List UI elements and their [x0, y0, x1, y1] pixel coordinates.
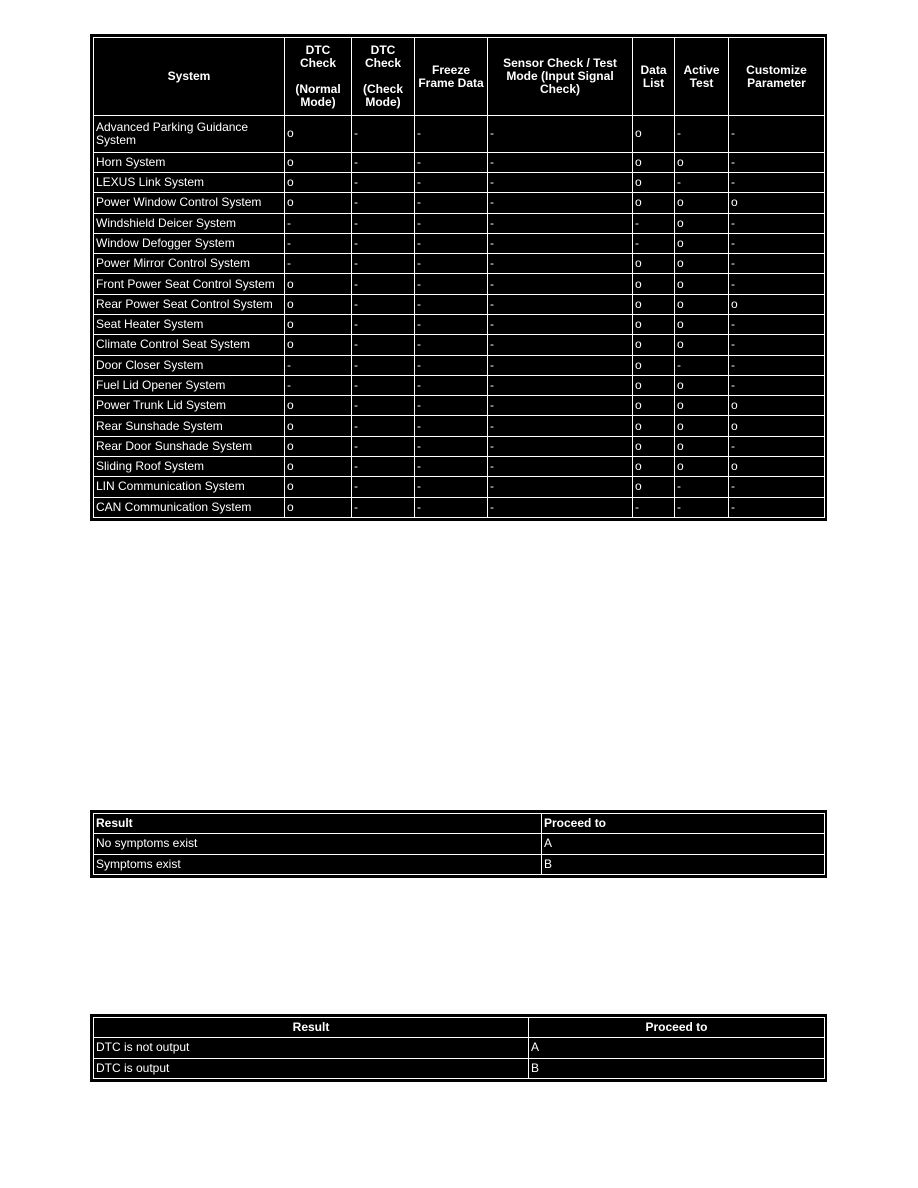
data-list-cell: o: [633, 152, 675, 172]
sensor-check-cell: -: [488, 375, 633, 395]
dtc-check-cell: -: [352, 193, 415, 213]
dtc-normal-cell: o: [285, 497, 352, 517]
header-system: System: [94, 38, 285, 116]
customize-cell: -: [729, 315, 825, 335]
active-test-cell: -: [675, 116, 729, 153]
dtc-normal-cell: o: [285, 173, 352, 193]
customize-cell: -: [729, 497, 825, 517]
active-test-cell: o: [675, 152, 729, 172]
table-row: [94, 213, 825, 233]
system-name-cell: LIN Communication System: [94, 477, 285, 497]
system-function-grid: [93, 37, 825, 518]
data-list-cell: o: [633, 274, 675, 294]
dtc-normal-cell: -: [285, 355, 352, 375]
data-list-cell: -: [633, 497, 675, 517]
dtc-result-table: [90, 1014, 827, 1082]
proceed-cell: B: [542, 854, 825, 874]
active-test-cell: o: [675, 416, 729, 436]
symptom-header-result: Result: [94, 814, 542, 834]
sensor-check-cell: -: [488, 497, 633, 517]
data-list-cell: o: [633, 477, 675, 497]
freeze-frame-cell: -: [415, 456, 488, 476]
active-test-cell: o: [675, 274, 729, 294]
symptom-header-proceed: Proceed to: [542, 814, 825, 834]
dtc-check-cell: -: [352, 294, 415, 314]
dtc-check-cell: -: [352, 274, 415, 294]
dtc-normal-cell: -: [285, 254, 352, 274]
table-row: [94, 335, 825, 355]
freeze-frame-cell: -: [415, 274, 488, 294]
system-name-cell: Fuel Lid Opener System: [94, 375, 285, 395]
dtc-normal-cell: o: [285, 294, 352, 314]
active-test-cell: o: [675, 436, 729, 456]
sensor-check-cell: -: [488, 193, 633, 213]
sensor-check-cell: -: [488, 116, 633, 153]
active-test-cell: o: [675, 254, 729, 274]
table-row: [94, 1038, 825, 1058]
sensor-check-cell: -: [488, 416, 633, 436]
customize-cell: -: [729, 335, 825, 355]
system-name-cell: Horn System: [94, 152, 285, 172]
active-test-cell: -: [675, 173, 729, 193]
table-row: [94, 274, 825, 294]
active-test-cell: o: [675, 294, 729, 314]
dtc-check-cell: -: [352, 436, 415, 456]
dtc-normal-cell: -: [285, 213, 352, 233]
data-list-cell: o: [633, 335, 675, 355]
header-data-list: Data List: [633, 38, 675, 116]
table-row: [94, 152, 825, 172]
freeze-frame-cell: -: [415, 213, 488, 233]
active-test-cell: o: [675, 213, 729, 233]
header-row: [94, 38, 825, 116]
table-row: [94, 854, 825, 874]
active-test-cell: o: [675, 315, 729, 335]
result-cell: DTC is not output: [94, 1038, 529, 1058]
header-dtc-check: DTC Check (Check Mode): [352, 38, 415, 116]
table-row: [94, 834, 825, 854]
data-list-cell: o: [633, 294, 675, 314]
freeze-frame-cell: -: [415, 294, 488, 314]
table-row: [94, 294, 825, 314]
data-list-cell: o: [633, 116, 675, 153]
system-name-cell: Sliding Roof System: [94, 456, 285, 476]
result-cell: DTC is output: [94, 1058, 529, 1078]
header-freeze-frame: Freeze Frame Data: [415, 38, 488, 116]
symptom-header-row: [94, 814, 825, 834]
sensor-check-cell: -: [488, 152, 633, 172]
table-row: [94, 375, 825, 395]
table-row: [94, 416, 825, 436]
customize-cell: -: [729, 152, 825, 172]
freeze-frame-cell: -: [415, 416, 488, 436]
table-row: [94, 497, 825, 517]
customize-cell: -: [729, 254, 825, 274]
table-row: [94, 1058, 825, 1078]
active-test-cell: o: [675, 375, 729, 395]
freeze-frame-cell: -: [415, 355, 488, 375]
symptom-result-grid: [93, 813, 825, 875]
table-row: [94, 456, 825, 476]
data-list-cell: o: [633, 193, 675, 213]
data-list-cell: o: [633, 416, 675, 436]
table-row: [94, 477, 825, 497]
result-cell: No symptoms exist: [94, 834, 542, 854]
dtc-normal-cell: o: [285, 315, 352, 335]
customize-cell: o: [729, 294, 825, 314]
system-name-cell: LEXUS Link System: [94, 173, 285, 193]
data-list-cell: o: [633, 355, 675, 375]
dtc-normal-cell: o: [285, 116, 352, 153]
sensor-check-cell: -: [488, 315, 633, 335]
customize-cell: -: [729, 477, 825, 497]
customize-cell: o: [729, 456, 825, 476]
freeze-frame-cell: -: [415, 254, 488, 274]
freeze-frame-cell: -: [415, 375, 488, 395]
system-name-cell: Seat Heater System: [94, 315, 285, 335]
dtc-check-cell: -: [352, 375, 415, 395]
customize-cell: -: [729, 274, 825, 294]
active-test-cell: -: [675, 497, 729, 517]
customize-cell: o: [729, 396, 825, 416]
sensor-check-cell: -: [488, 355, 633, 375]
freeze-frame-cell: -: [415, 315, 488, 335]
dtc-normal-cell: -: [285, 375, 352, 395]
dtc-check-cell: -: [352, 477, 415, 497]
dtc-check-cell: -: [352, 456, 415, 476]
customize-cell: o: [729, 193, 825, 213]
sensor-check-cell: -: [488, 213, 633, 233]
sensor-check-cell: -: [488, 335, 633, 355]
header-active-test: Active Test: [675, 38, 729, 116]
table-row: [94, 254, 825, 274]
data-list-cell: o: [633, 315, 675, 335]
dtc-normal-cell: o: [285, 193, 352, 213]
symptom-result-table: [90, 810, 827, 878]
dtc-result-grid: [93, 1017, 825, 1079]
freeze-frame-cell: -: [415, 233, 488, 253]
data-list-cell: o: [633, 396, 675, 416]
dtc-check-cell: -: [352, 315, 415, 335]
freeze-frame-cell: -: [415, 116, 488, 153]
customize-cell: -: [729, 375, 825, 395]
active-test-cell: o: [675, 233, 729, 253]
sensor-check-cell: -: [488, 477, 633, 497]
sensor-check-cell: -: [488, 254, 633, 274]
system-name-cell: Front Power Seat Control System: [94, 274, 285, 294]
table-row: [94, 233, 825, 253]
system-name-cell: Power Mirror Control System: [94, 254, 285, 274]
sensor-check-cell: -: [488, 456, 633, 476]
dtc-normal-cell: o: [285, 152, 352, 172]
table-row: [94, 193, 825, 213]
system-name-cell: Rear Door Sunshade System: [94, 436, 285, 456]
data-list-cell: o: [633, 375, 675, 395]
result-cell: Symptoms exist: [94, 854, 542, 874]
header-dtc-normal: DTC Check (Normal Mode): [285, 38, 352, 116]
sensor-check-cell: -: [488, 233, 633, 253]
data-list-cell: o: [633, 173, 675, 193]
sensor-check-cell: -: [488, 396, 633, 416]
proceed-cell: A: [529, 1038, 825, 1058]
table-row: [94, 315, 825, 335]
dtc-normal-cell: o: [285, 396, 352, 416]
system-function-table: [90, 34, 827, 521]
customize-cell: -: [729, 436, 825, 456]
freeze-frame-cell: -: [415, 173, 488, 193]
system-name-cell: Window Defogger System: [94, 233, 285, 253]
dtc-normal-cell: o: [285, 477, 352, 497]
header-customize: Customize Parameter: [729, 38, 825, 116]
active-test-cell: o: [675, 193, 729, 213]
data-list-cell: -: [633, 233, 675, 253]
freeze-frame-cell: -: [415, 193, 488, 213]
table-row: [94, 116, 825, 153]
dtc-check-cell: -: [352, 173, 415, 193]
dtc-check-cell: -: [352, 254, 415, 274]
system-name-cell: Door Closer System: [94, 355, 285, 375]
customize-cell: -: [729, 173, 825, 193]
dtc-check-cell: -: [352, 335, 415, 355]
dtc-header-result: Result: [94, 1018, 529, 1038]
customize-cell: -: [729, 233, 825, 253]
system-name-cell: Rear Power Seat Control System: [94, 294, 285, 314]
active-test-cell: o: [675, 335, 729, 355]
freeze-frame-cell: -: [415, 396, 488, 416]
dtc-check-cell: -: [352, 213, 415, 233]
system-name-cell: Power Window Control System: [94, 193, 285, 213]
freeze-frame-cell: -: [415, 477, 488, 497]
freeze-frame-cell: -: [415, 436, 488, 456]
active-test-cell: -: [675, 355, 729, 375]
active-test-cell: o: [675, 396, 729, 416]
system-name-cell: Advanced Parking Guidance System: [94, 116, 285, 153]
data-list-cell: -: [633, 213, 675, 233]
freeze-frame-cell: -: [415, 335, 488, 355]
active-test-cell: -: [675, 477, 729, 497]
system-name-cell: Rear Sunshade System: [94, 416, 285, 436]
active-test-cell: o: [675, 456, 729, 476]
system-name-cell: Climate Control Seat System: [94, 335, 285, 355]
customize-cell: o: [729, 416, 825, 436]
dtc-check-cell: -: [352, 355, 415, 375]
table-row: [94, 355, 825, 375]
dtc-normal-cell: o: [285, 456, 352, 476]
proceed-cell: B: [529, 1058, 825, 1078]
sensor-check-cell: -: [488, 294, 633, 314]
data-list-cell: o: [633, 254, 675, 274]
dtc-check-cell: -: [352, 116, 415, 153]
system-name-cell: Windshield Deicer System: [94, 213, 285, 233]
dtc-check-cell: -: [352, 497, 415, 517]
dtc-normal-cell: -: [285, 233, 352, 253]
dtc-check-cell: -: [352, 152, 415, 172]
dtc-check-cell: -: [352, 416, 415, 436]
data-list-cell: o: [633, 456, 675, 476]
header-sensor-check: Sensor Check / Test Mode (Input Signal Check): [488, 38, 633, 116]
dtc-header-row: [94, 1018, 825, 1038]
customize-cell: -: [729, 213, 825, 233]
data-list-cell: o: [633, 436, 675, 456]
dtc-check-cell: -: [352, 233, 415, 253]
dtc-check-cell: -: [352, 396, 415, 416]
customize-cell: -: [729, 355, 825, 375]
sensor-check-cell: -: [488, 436, 633, 456]
sensor-check-cell: -: [488, 173, 633, 193]
customize-cell: -: [729, 116, 825, 153]
dtc-normal-cell: o: [285, 416, 352, 436]
dtc-normal-cell: o: [285, 335, 352, 355]
freeze-frame-cell: -: [415, 497, 488, 517]
proceed-cell: A: [542, 834, 825, 854]
table-row: [94, 436, 825, 456]
system-name-cell: CAN Communication System: [94, 497, 285, 517]
freeze-frame-cell: -: [415, 152, 488, 172]
dtc-header-proceed: Proceed to: [529, 1018, 825, 1038]
dtc-normal-cell: o: [285, 274, 352, 294]
system-name-cell: Power Trunk Lid System: [94, 396, 285, 416]
dtc-normal-cell: o: [285, 436, 352, 456]
table-row: [94, 396, 825, 416]
system-rows: [94, 116, 825, 518]
table-row: [94, 173, 825, 193]
sensor-check-cell: -: [488, 274, 633, 294]
